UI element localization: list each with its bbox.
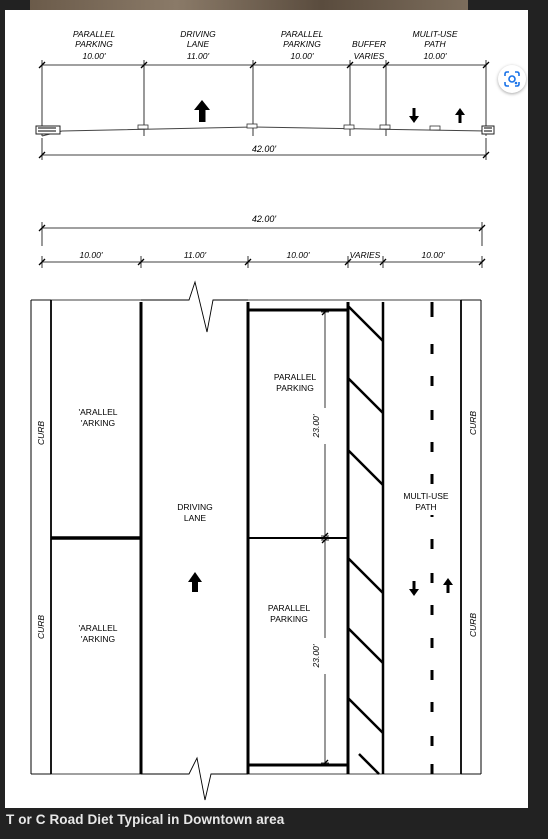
buffer-hatching — [348, 306, 383, 774]
path-label-a: MULTI-USE — [403, 491, 449, 501]
section-total-dimension — [39, 138, 489, 160]
section-width-dimension — [39, 60, 489, 136]
section-lane-3-name-b: PARKING — [283, 39, 321, 49]
right-parking-label-bottom-b: PARKING — [270, 614, 308, 624]
section-buffer-varies: VARIES — [353, 51, 385, 61]
google-lens-button[interactable] — [498, 65, 526, 93]
curb-label-right-bottom: CURB — [468, 612, 478, 638]
curb-label-right-top: CURB — [468, 410, 478, 436]
right-parking-label-top-b: PARKING — [276, 383, 314, 393]
right-parking-label-bottom-a: PARALLEL — [267, 603, 311, 613]
down-arrow-icon — [409, 581, 419, 596]
plan-width-driving: 11.00' — [183, 250, 207, 260]
right-parking-label-top-a: PARALLEL — [273, 372, 317, 382]
left-parking-label-top-b: 'ARKING — [80, 418, 116, 428]
driving-lane-label-a: DRIVING — [177, 502, 213, 512]
section-total-width: 42.00' — [251, 144, 277, 154]
section-path-name-b: PATH — [424, 39, 446, 49]
up-arrow-icon — [455, 108, 465, 123]
driving-lane-label-b: LANE — [183, 513, 207, 523]
section-lane-1-name-a: PARALLEL — [72, 29, 116, 39]
cross-section — [36, 29, 494, 160]
plan-width-buffer: VARIES — [349, 250, 381, 260]
section-lane-2-name-b: LANE — [186, 39, 210, 49]
section-path-width: 10.00' — [423, 51, 447, 61]
plan-total-dimension — [39, 222, 485, 246]
plan-lane-dimensions — [39, 256, 485, 268]
up-arrow-icon — [188, 572, 202, 592]
section-lane-2-name-a: DRIVING — [180, 29, 216, 39]
section-path-name-a: MULIT-USE — [412, 29, 458, 39]
break-line — [141, 280, 248, 800]
left-parking-label-bottom-a: 'ARALLEL — [78, 623, 118, 633]
google-lens-icon — [504, 71, 520, 87]
up-arrow-icon — [443, 578, 453, 593]
section-lane-3-width: 10.00' — [290, 51, 314, 61]
plan-width-path: 10.00' — [421, 250, 445, 260]
background-photo-strip — [30, 0, 468, 10]
road-profile — [36, 124, 494, 136]
plan-width-parking-right: 10.00' — [286, 250, 310, 260]
left-parking-label-bottom-b: 'ARKING — [80, 634, 116, 644]
down-arrow-icon — [409, 108, 419, 123]
plan-width-parking-left: 10.00' — [79, 250, 103, 260]
section-lane-1-name-b: PARKING — [75, 39, 113, 49]
stall-length-top: 23.00' — [311, 414, 321, 438]
image-caption: T or C Road Diet Typical in Downtown area — [6, 812, 285, 827]
section-lane-1-width: 10.00' — [82, 51, 106, 61]
plan-total-width: 42.00' — [251, 214, 277, 224]
road-diet-drawing — [5, 10, 528, 808]
stall-length-bottom: 23.00' — [311, 644, 321, 668]
lane-lines — [31, 300, 481, 774]
section-lane-3-name-a: PARALLEL — [280, 29, 324, 39]
section-buffer-name: BUFFER — [352, 39, 386, 49]
section-lane-2-width: 11.00' — [186, 51, 210, 61]
curb-label-left-top: CURB — [36, 420, 46, 446]
plan-view — [31, 214, 485, 800]
path-label-b: PATH — [415, 502, 437, 512]
curb-label-left-bottom: CURB — [36, 614, 46, 640]
left-parking-label-top-a: 'ARALLEL — [78, 407, 118, 417]
up-arrow-icon — [194, 100, 210, 122]
